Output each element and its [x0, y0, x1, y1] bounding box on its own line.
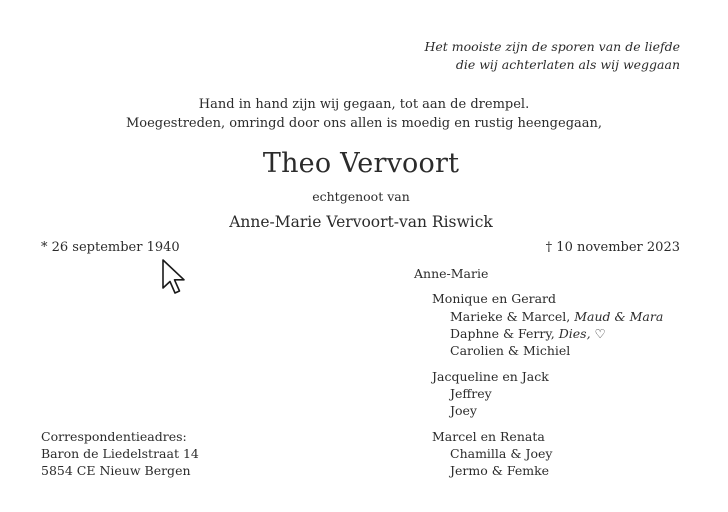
correspondence-label: Correspondentieadres: — [41, 429, 187, 444]
correspondence-street: Baron de Liedelstraat 14 — [41, 446, 199, 461]
child-names: Joey — [450, 403, 477, 418]
grandchild-names: Dies, ♡ — [558, 326, 606, 341]
spouse-label: echtgenoot van — [312, 189, 410, 204]
intro-line-2: Moegestreden, omringd door ons allen is moedig en rustig heengegaan, — [125, 116, 603, 131]
family-head: Anne-Marie — [414, 266, 489, 281]
birth-date: * 26 september 1940 — [41, 240, 180, 255]
family-child-line — [450, 308, 663, 326]
child-names: Carolien & Michiel — [450, 343, 571, 358]
family-group-parents: Marcel en Renata — [432, 429, 545, 444]
family-group-parents: Jacqueline en Jack — [432, 369, 549, 384]
family-group-parents: Monique en Gerard — [432, 291, 557, 306]
child-names: Jermo & Femke — [450, 463, 550, 478]
death-date: † 10 november 2023 — [545, 240, 680, 255]
child-names: Jeffrey — [450, 386, 492, 401]
motto-line-1: Het mooiste zijn de sporen van de liefde — [424, 39, 680, 54]
child-names: Daphne & Ferry, — [450, 326, 559, 341]
correspondence-city: 5854 CE Nieuw Bergen — [41, 463, 191, 478]
child-names: Chamilla & Joey — [450, 446, 553, 461]
grandchild-names: Maud & Mara — [574, 309, 664, 324]
deceased-name: Theo Vervoort — [262, 148, 460, 179]
family-child-line — [450, 342, 570, 360]
mouse-pointer-icon — [160, 258, 188, 298]
family-child-line — [450, 402, 477, 420]
child-names: Marieke & Marcel, — [450, 309, 575, 324]
spouse-name: Anne-Marie Vervoort-van Riswick — [229, 213, 493, 231]
motto-line-2: die wij achterlaten als wij weggaan — [455, 57, 680, 72]
family-child-line — [450, 325, 606, 343]
family-child-line — [450, 462, 549, 480]
intro-line-1: Hand in hand zijn wij gegaan, tot aan de drempel. — [198, 97, 530, 112]
family-child-line — [450, 385, 492, 403]
family-child-line — [450, 445, 552, 463]
